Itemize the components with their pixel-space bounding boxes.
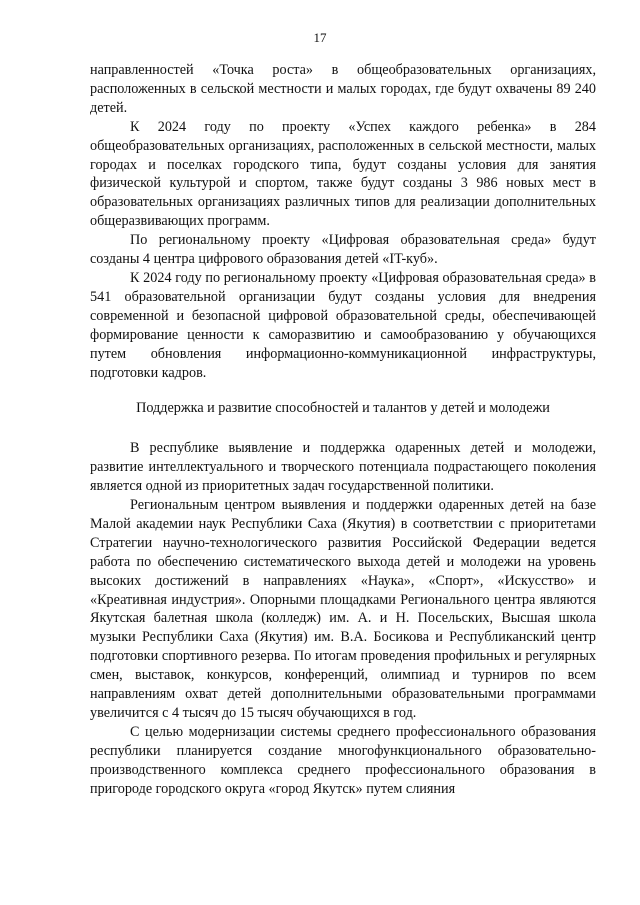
paragraph-continued: направленностей «Точка роста» в общеобразовательных организациях, расположенных в сельской местности и малых городах, где будут охвачены 89 240 детей.: [90, 62, 596, 116]
paragraph-modernization: С целью модернизации системы среднего профессионального образования республики планируется создание многофункционального образовательно-производственного комплекса среднего профессионального образования в пригороде городского округа «город Якутск» путем слияния: [90, 723, 596, 797]
paragraph-gifted-children: В республике выявление и поддержка одаренных детей и молодежи, развитие интеллектуального и творческого потенциала подрастающего поколения является одной из приоритетных задач государственной политики.: [90, 440, 596, 495]
page-number: 17: [313, 30, 327, 45]
section-heading: Поддержка и развитие способностей и талантов у детей и молодежи: [136, 400, 550, 417]
paragraph-success-project: К 2024 году по проекту «Успех каждого ребенка» в 284 общеобразовательных организациях, расположенных в сельской местности, малых городах и поселках городского типа, будут созданы условия для занятия физической культурой и спортом, также будут созданы 3 986 новых мест в образовательных организациях различных типов для реализации дополнительных общеразвивающих программ.: [90, 118, 596, 230]
paragraph-regional-center: Региональным центром выявления и поддержки одаренных детей на базе Малой академии наук Республики Саха (Якутия) в соответствии с приоритетами Стратегии научно-технологического развития Российской Федерации ведется работа по обеспечению систематического выхода детей и молодежи на уровень высоких достижений в направлениях «Наука», «Спорт», «Искусство» и «Креативная индустрия». Опорными площадками Регионального центра являются Якутская балетная школа (колледж) им. А. и Н. Посельских, Высшая школа музыки Республики Саха (Якутия) им. В.А. Босикова и Республиканский центр подготовки спортивного резерва. По итогам проведения профильных и регулярных смен, выставок, конкурсов, конференций, олимпиад и турниров по всем направлениям охват детей дополнительными образовательными программами увеличится с 4 тысяч до 15 тысяч обучающихся в год.: [90, 497, 596, 721]
paragraph-it-cube: По региональному проекту «Цифровая образовательная среда» будут созданы 4 центра цифрового образования детей «IT-куб».: [90, 232, 596, 268]
document-body: [90, 61, 596, 799]
paragraph-digital-environment: К 2024 году по региональному проекту «Цифровая образовательная среда» в 541 образовательной организации будут созданы условия для внедрения современной и безопасной цифровой образовательной среды, обеспечивающей формирование ценности к саморазвитию и самообразованию у обучающихся путем обновления информационно-коммуникационной инфраструктуры, подготовки кадров.: [90, 269, 596, 381]
